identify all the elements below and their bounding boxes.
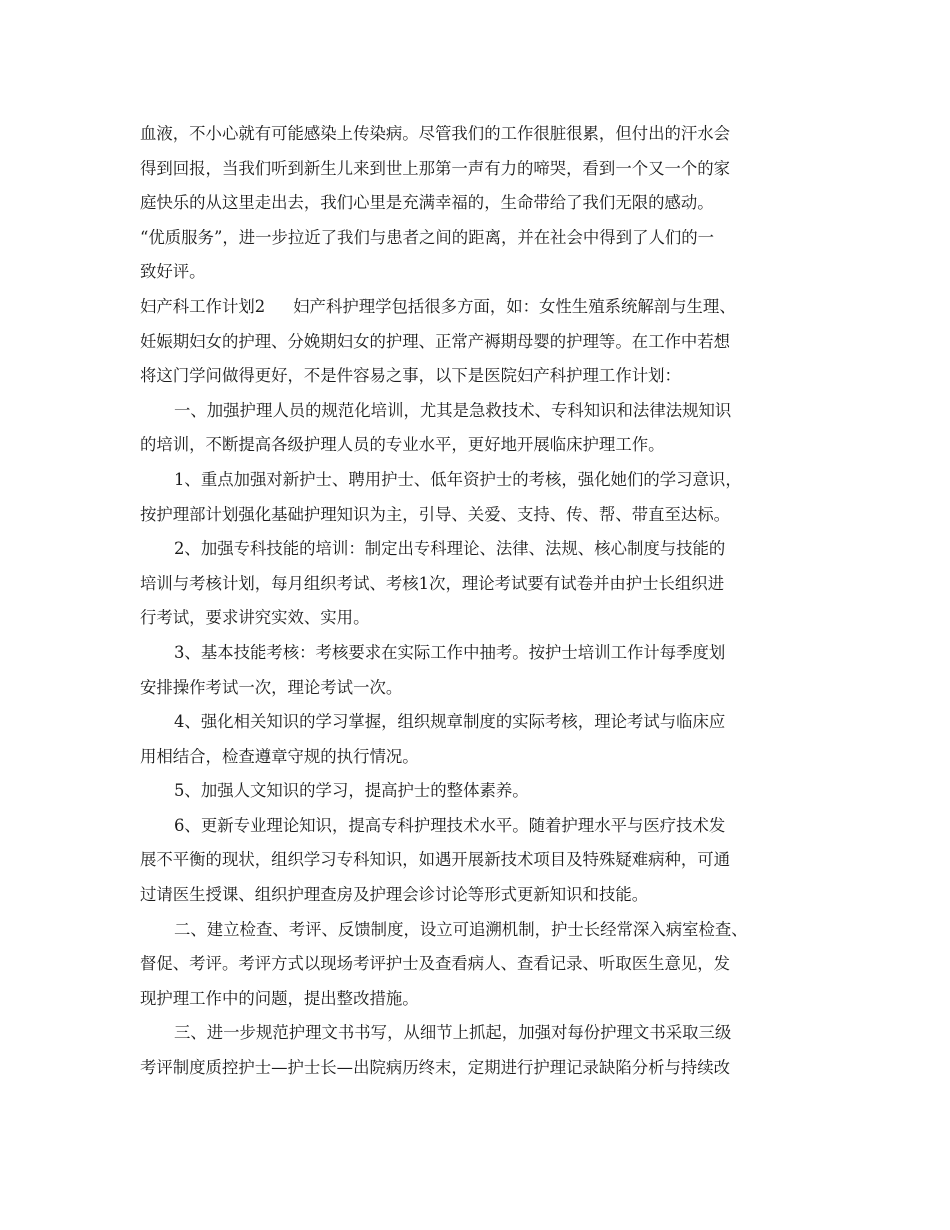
text-line: 用相结合，检查遵章守规的执行情况。 [140,746,419,766]
text-line: 行考试，要求讲究实效、实用。 [140,608,370,628]
section-heading-line [140,290,820,325]
paragraph-first-line: 一、加强护理人员的规范化培训，尤其是急救技术、专科知识和法律法规知识 [174,400,732,420]
text-line: 培训与考核计划，每月组织考试、考核1次，理论考试要有试卷并由护士长组织进 [140,573,725,593]
paragraph-first-line: 3、基本技能考核：考核要求在实际工作中抽考。按护士培训工作计每季度划 [174,642,726,662]
text-line: 过请医生授课、组织护理查房及护理会诊讨论等形式更新知识和技能。 [140,885,649,905]
text-line: 致好评。 [140,262,206,282]
text-line: 督促、考评。考评方式以现场考评护士及查看病人、查看记录、听取医生意见，发 [140,954,731,974]
paragraph-first-line: 1、重点加强对新护士、聘用护士、低年资护士的考核，强化她们的学习意识， [174,469,742,489]
text-line: 妊娠期妇女的护理、分娩期妇女的护理、正常产褥期母婴的护理等。在工作中若想 [140,331,731,351]
text-line: 展不平衡的现状，组织学习专科知识，如遇开展新技术项目及特殊疑难病种，可通 [140,850,731,870]
document-body [140,117,820,1086]
paragraph-first-line: 三、进一步规范护理文书书写，从细节上抓起，加强对每份护理文书采取三级 [174,1023,732,1043]
text-line: 血液，不小心就有可能感染上传染病。尽管我们的工作很脏很累，但付出的汗水会 [140,124,731,143]
text-line: 按护理部计划强化基础护理知识为主，引导、关爱、支持、传、帮、带直至达标。 [140,504,731,524]
paragraph-first-line: 二、建立检查、考评、反馈制度，设立可追溯机制，护士长经常深入病室检查、 [174,919,748,939]
paragraph-first-line: 5、加强人文知识的学习，提高护士的整体素养。 [174,781,529,801]
section-intro-text: 妇产科护理学包括很多方面，如：女性生殖系统解剖与生理、 [293,296,736,316]
text-line: 现护理工作中的问题，提出整改措施。 [140,988,419,1008]
text-line: “优质服务”，进一步拉近了我们与患者之间的距离，并在社会中得到了人们的一 [140,227,715,247]
text-line: 安排操作考试一次，理论考试一次。 [140,677,403,697]
section-title: 妇产科工作计划2 [140,296,266,316]
paragraph-first-line: 2、加强专科技能的培训：制定出专科理论、法律、法规、核心制度与技能的 [174,539,726,559]
text-line: 庭快乐的从这里走出去，我们心里是充满幸福的，生命带给了我们无限的感动。 [140,193,714,213]
text-line: 将这门学问做得更好，不是件容易之事，以下是医院妇产科护理工作计划： [140,366,681,386]
paragraph-first-line: 4、强化相关知识的学习掌握，组织规章制度的实际考核，理论考试与临床应 [174,712,726,732]
text-line: 考评制度质控护士—护士长—出院病历终末，定期进行护理记录缺陷分析与持续改 [140,1058,731,1078]
text-line: 得到回报，当我们听到新生儿来到世上那第一声有力的啼哭，看到一个又一个的家 [140,158,731,178]
paragraph-first-line: 6、更新专业理论知识，提高专科护理技术水平。随着护理水平与医疗技术发 [174,815,726,835]
text-line: 的培训，不断提高各级护理人员的专业水平，更好地开展临床护理工作。 [140,435,665,455]
